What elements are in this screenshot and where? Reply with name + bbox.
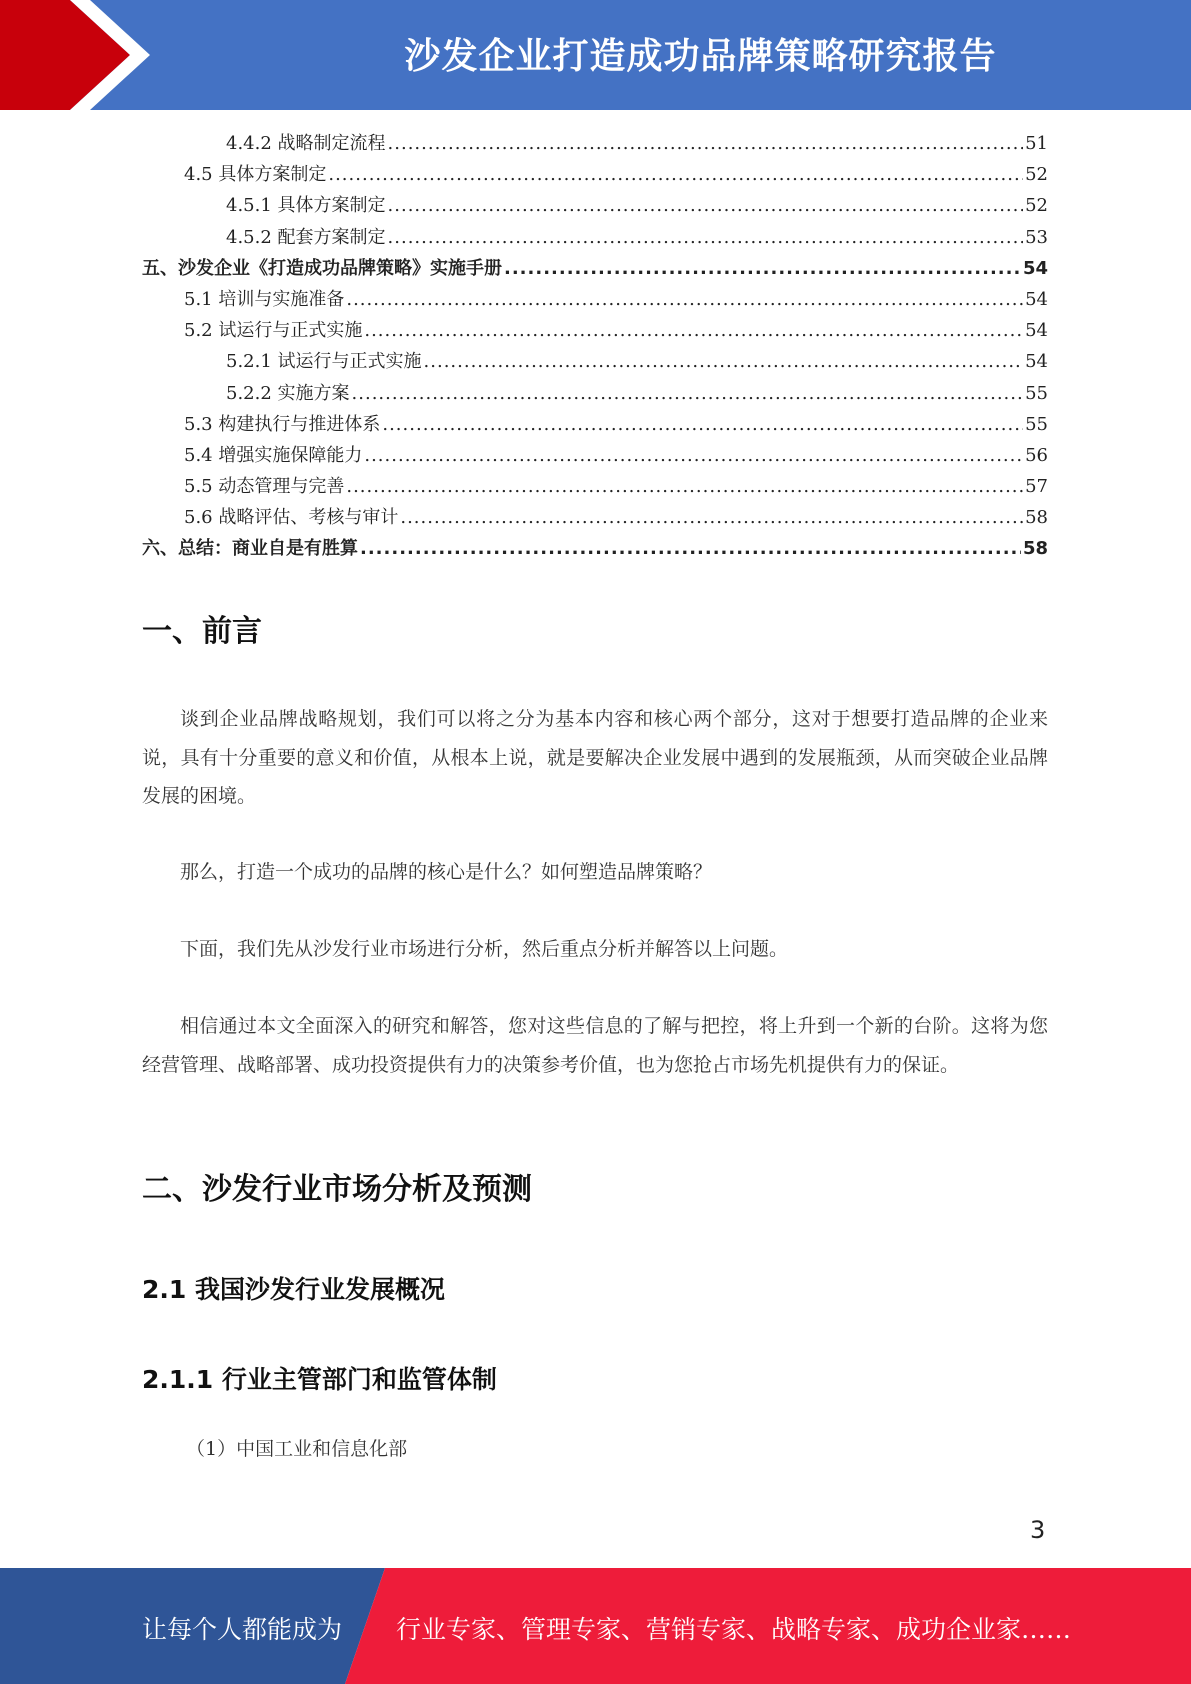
toc-entry-page: 56 [1025,444,1048,466]
paragraph-4: 相信通过本文全面深入的研究和解答，您对这些信息的了解与把控，将上升到一个新的台阶。这将为您经营管理、战略部署、成功投资提供有力的决策参考价值，也为您抢占市场先机提供有力的保证。 [142,1015,1048,1076]
toc-entry-title: 5.6 战略评估、考核与审计 [184,507,399,529]
toc-entry-title: 5.4 增强实施保障能力 [184,444,363,466]
toc-entry[interactable] [142,190,1048,221]
toc-entry-title: 4.5.1 具体方案制定 [226,195,386,217]
toc-entry-page: 53 [1025,226,1048,248]
toc-entry-title: 5.3 构建执行与推进体系 [184,413,381,435]
toc-entry-page: 55 [1025,413,1048,435]
toc-entry[interactable] [142,378,1048,409]
toc-entry[interactable] [142,128,1048,159]
toc-entry[interactable] [142,409,1048,440]
subsection-heading-2-1-1: 2.1.1 行业主管部门和监管体制 [142,1365,497,1394]
toc-entry-title: 5.2.1 试运行与正式实施 [226,351,422,373]
toc-entry-title: 5.2 试运行与正式实施 [184,320,363,342]
toc-entry-page: 52 [1025,164,1048,186]
toc-entry-title: 5.2.2 实施方案 [226,382,350,404]
paragraph-2: 那么，打造一个成功的品牌的核心是什么？如何塑造品牌策略？ [180,861,713,883]
toc-entry[interactable] [142,471,1048,502]
toc-entry[interactable] [142,346,1048,377]
toc-entry[interactable] [142,315,1048,346]
footer-banner [0,1568,1191,1684]
footer-slogan-left: 让每个人都能成为 [142,1615,343,1644]
toc-entry-title: 六、总结：商业自是有胜算 [142,538,358,560]
toc-entry-page: 58 [1022,538,1048,560]
section-heading-market: 二、沙发行业市场分析及预测 [142,1172,532,1207]
toc-entry[interactable] [142,222,1048,253]
toc-dot-leader [346,284,1023,315]
toc-entry-page: 54 [1025,288,1048,310]
toc-dot-leader [328,159,1023,190]
toc-dot-leader [504,253,1021,284]
toc-dot-leader [360,533,1021,564]
page-number: 3 [1030,1516,1046,1544]
toc-entry-page: 54 [1025,351,1048,373]
toc-dot-leader [364,440,1023,471]
toc-entry-page: 54 [1025,320,1048,342]
toc-dot-leader [388,222,1024,253]
toc-dot-leader [388,190,1024,221]
toc-entry-title: 4.5.2 配套方案制定 [226,226,386,248]
table-of-contents [142,128,1048,565]
toc-entry-page: 58 [1025,507,1048,529]
paragraph-1: 谈到企业品牌战略规划，我们可以将之分为基本内容和核心两个部分，这对于想要打造品牌的企业来说，具有十分重要的意义和价值，从根本上说，就是要解决企业发展中遇到的发展瓶颈，从而突破企业品牌发展的困境。 [142,708,1048,807]
toc-dot-leader [346,471,1023,502]
toc-entry[interactable] [142,159,1048,190]
paragraph-3: 下面，我们先从沙发行业市场进行分析，然后重点分析并解答以上问题。 [180,938,789,960]
toc-dot-leader [364,315,1023,346]
toc-entry[interactable] [142,533,1048,564]
header-banner [0,0,1191,110]
toc-dot-leader [382,409,1023,440]
toc-entry-page: 55 [1025,382,1048,404]
toc-dot-leader [424,346,1024,377]
toc-entry-title: 5.5 动态管理与完善 [184,476,345,498]
toc-entry-page: 52 [1025,195,1048,217]
toc-entry-page: 57 [1025,476,1048,498]
toc-dot-leader [400,502,1023,533]
subsection-heading-2-1: 2.1 我国沙发行业发展概况 [142,1275,445,1304]
toc-entry[interactable] [142,253,1048,284]
toc-entry[interactable] [142,440,1048,471]
report-title: 沙发企业打造成功品牌策略研究报告 [404,36,997,77]
toc-entry-page: 54 [1022,257,1048,279]
footer-slogan-right: 行业专家、管理专家、营销专家、战略专家、成功企业家…… [396,1615,1072,1644]
toc-entry-title: 五、沙发企业《打造成功品牌策略》实施手册 [142,257,502,279]
toc-dot-leader [352,378,1024,409]
toc-entry[interactable] [142,502,1048,533]
toc-entry-title: 4.4.2 战略制定流程 [226,133,386,154]
toc-entry-page: 51 [1025,133,1048,154]
toc-entry[interactable] [142,284,1048,315]
toc-entry-title: 4.5 具体方案制定 [184,164,327,186]
list-item-ministry: （1）中国工业和信息化部 [186,1438,408,1460]
section-heading-preface: 一、前言 [142,614,262,649]
toc-entry-title: 5.1 培训与实施准备 [184,288,345,310]
toc-dot-leader [388,128,1024,159]
